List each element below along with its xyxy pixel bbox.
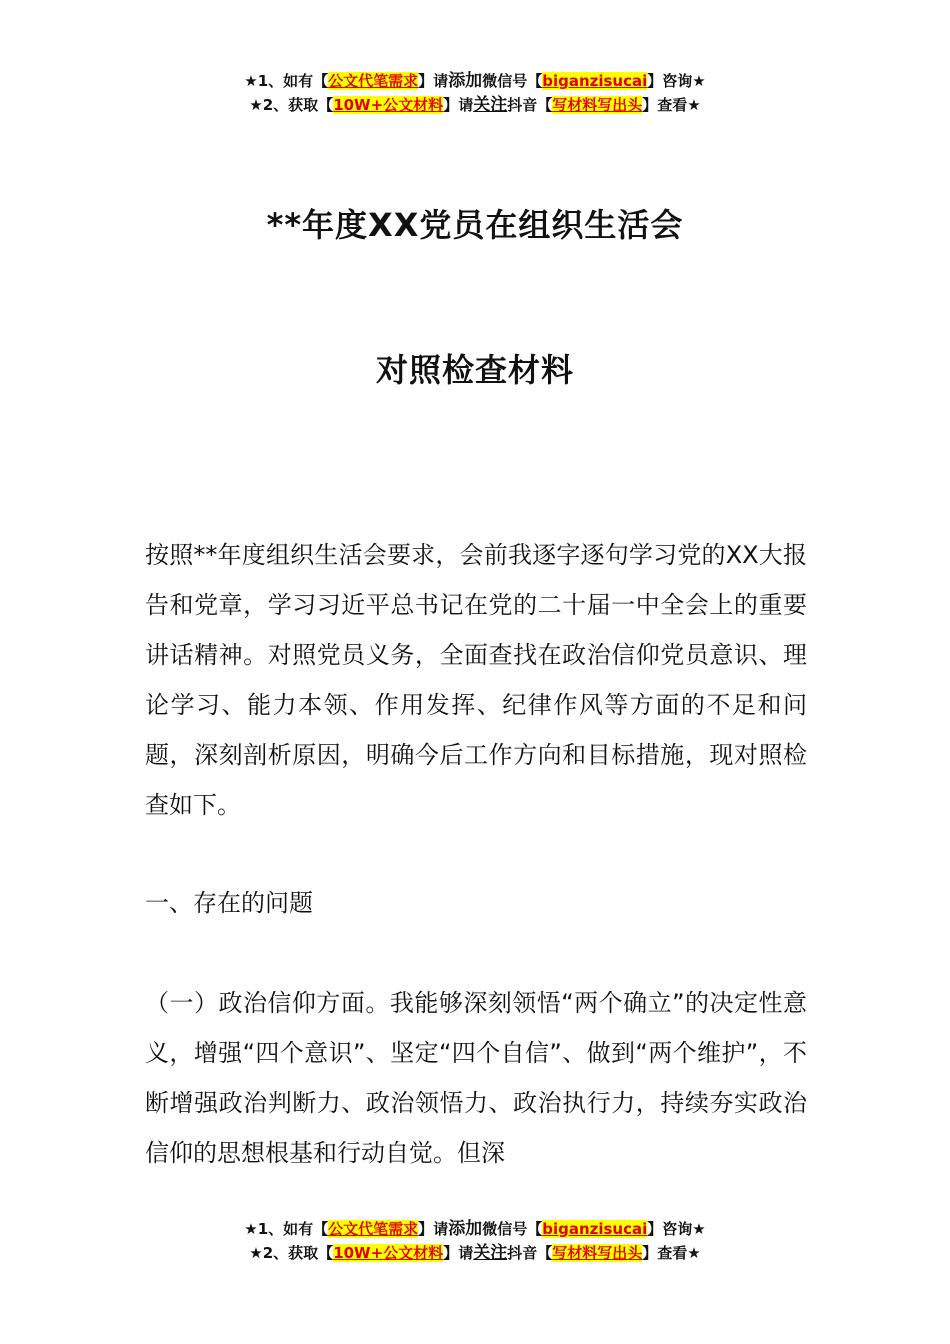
promo-emphasis: 关注: [473, 95, 508, 115]
promo-line-2: [0, 93, 950, 117]
promo-line-1: [0, 1217, 950, 1241]
promo-highlight-wechat-id: biganzisucai: [542, 1220, 648, 1238]
promo-emphasis: 添加: [448, 71, 483, 91]
political-belief-paragraph: （一）政治信仰方面。我能够深刻领悟“两个确立”的决定性意义，增强“四个意识”、坚定“四个自信”、做到“两个维护”，不断增强政治判断力、政治领悟力、政治执行力，持续夯实政治信仰的思想根基和行动自觉。但深: [145, 989, 807, 1167]
promo-text: ★1、如有【: [244, 72, 329, 90]
promo-text: 】请: [443, 1244, 474, 1262]
promo-text: 抖音【: [507, 1244, 553, 1262]
promo-emphasis: 添加: [448, 1219, 483, 1239]
promo-text: 】咨询★: [647, 72, 706, 90]
promo-emphasis: 关注: [473, 1243, 508, 1263]
promo-highlight-materials: 10W+公文材料: [333, 1244, 444, 1262]
promo-highlight-service: 公文代笔需求: [328, 72, 419, 90]
promo-text: 】请: [418, 1220, 449, 1238]
promo-line-1: [0, 69, 950, 93]
promo-text: ★2、获取【: [249, 1244, 334, 1262]
promo-text: 微信号【: [482, 72, 543, 90]
promo-text: 】请: [443, 96, 474, 114]
promo-text: 微信号【: [482, 1220, 543, 1238]
document-title-line-2: 对照检查材料: [375, 351, 574, 389]
promo-banner-top: [0, 69, 950, 117]
promo-highlight-service: 公文代笔需求: [328, 1220, 419, 1238]
promo-highlight-wechat-id: biganzisucai: [542, 72, 648, 90]
promo-text: 】请: [418, 72, 449, 90]
section-heading: 一、存在的问题: [145, 889, 313, 917]
promo-text: ★1、如有【: [244, 1220, 329, 1238]
promo-text: 】查看★: [642, 96, 701, 114]
promo-text: 】咨询★: [647, 1220, 706, 1238]
promo-highlight-materials: 10W+公文材料: [333, 96, 444, 114]
promo-line-2: [0, 1241, 950, 1265]
promo-banner-bottom: [0, 1217, 950, 1265]
document-title-line-1: **年度XX党员在组织生活会: [266, 206, 684, 244]
promo-highlight-douyin: 写材料写出头: [552, 96, 643, 114]
promo-highlight-douyin: 写材料写出头: [552, 1244, 643, 1262]
intro-paragraph: 按照**年度组织生活会要求，会前我逐字逐句学习党的XX大报告和党章，学习习近平总书记在党的二十届一中全会上的重要讲话精神。对照党员义务，全面查找在政治信仰党员意识、理论学习、能力本领、作用发挥、纪律作风等方面的不足和问题，深刻剖析原因，明确今后工作方向和目标措施，现对照检查如下。: [145, 541, 807, 819]
promo-text: 抖音【: [507, 96, 553, 114]
promo-text: ★2、获取【: [249, 96, 334, 114]
promo-text: 】查看★: [642, 1244, 701, 1262]
